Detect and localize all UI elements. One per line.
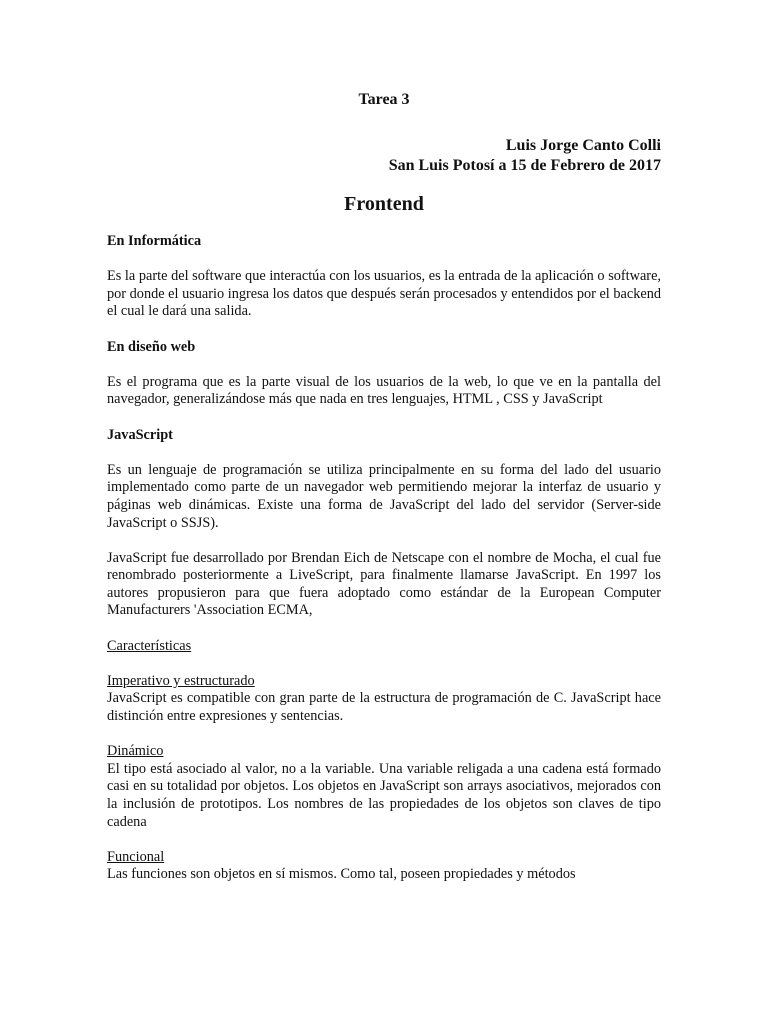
place-date: San Luis Potosí a 15 de Febrero de 2017 xyxy=(388,157,661,174)
subheading-imperativo: Imperativo y estructurado xyxy=(107,672,255,689)
section-heading-informatica: En Informática xyxy=(107,233,202,249)
subheading-funcional: Funcional xyxy=(107,848,165,865)
document-body xyxy=(107,233,661,902)
document-title: Tarea 3 xyxy=(358,91,410,108)
text-funcional: Las funciones son objetos en sí mismos. Como tal, poseen propiedades y métodos xyxy=(107,866,576,883)
main-heading: Frontend xyxy=(344,193,424,215)
subheading-dinamico: Dinámico xyxy=(107,743,164,760)
section-heading-diseno-web: En diseño web xyxy=(107,338,196,355)
text-imperativo: JavaScript es compatible con gran parte de la estructura de programación de C. JavaScript hace distinción entre expresiones y sentencias. xyxy=(107,690,661,725)
section-text-javascript-1: Es un lenguaje de programación se utiliza principalmente en su forma del lado del usuario implementado como parte de un navegador web permitiendo mejorar la interfaz de usuario y páginas web dinámicas. Existe una forma de JavaScript del lado del servidor (Server-side JavaScript o SSJS). xyxy=(107,461,661,531)
section-heading-javascript: JavaScript xyxy=(107,426,173,443)
author-block xyxy=(389,136,661,176)
section-heading-caracteristicas: Características xyxy=(107,637,192,654)
author-name: Luis Jorge Canto Colli xyxy=(505,137,661,154)
section-text-javascript-2: JavaScript fue desarrollado por Brendan Eich de Netscape con el nombre de Mocha, el cual fue renombrado posteriormente a LiveScript, para finalmente llamarse JavaScript. En 1997 los autores propusieron para que fuera adoptado como estándar de la European Computer Manufacturers 'Association ECMA, xyxy=(107,549,661,619)
section-text-informatica: Es la parte del software que interactúa con los usuarios, es la entrada de la aplicación o software, por donde el usuario ingresa los datos que después serán procesados y entendidos por el backend el cual le dará una salida. xyxy=(107,268,661,320)
section-text-diseno-web: Es el programa que es la parte visual de los usuarios de la web, lo que ve en la pantalla del navegador, generalizándose más que nada en tres lenguajes, HTML , CSS y JavaScript xyxy=(107,373,661,408)
text-dinamico: El tipo está asociado al valor, no a la variable. Una variable religada a una cadena está formado casi en su totalidad por objetos. Los objetos en JavaScript son arrays asociativos, mejorados con la inclusión de prototipos. Los nombres de las propiedades de los objetos son claves de tipo cadena xyxy=(107,760,661,830)
